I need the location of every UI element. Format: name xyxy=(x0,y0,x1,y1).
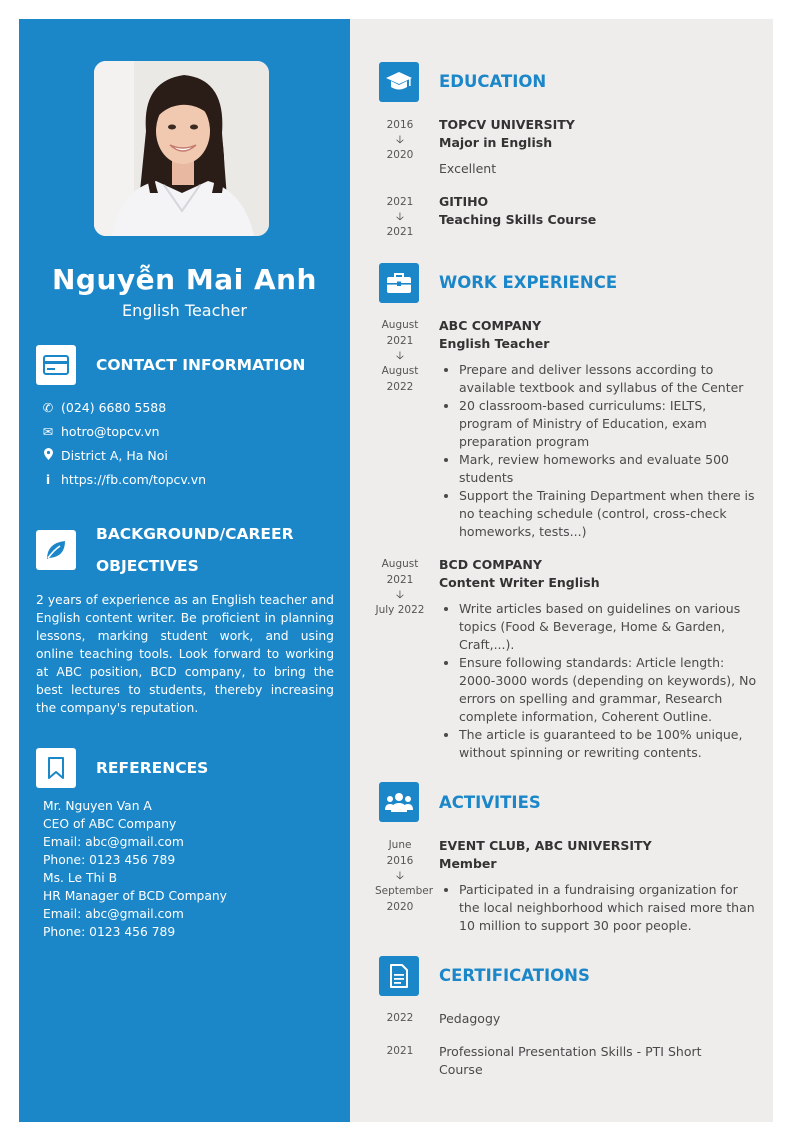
education-dates xyxy=(375,117,425,163)
map-pin-icon xyxy=(41,448,55,463)
references-list xyxy=(43,797,227,941)
envelope-icon: ✉ xyxy=(42,424,54,439)
graduation-cap-icon xyxy=(379,62,419,102)
education-heading: EDUCATION xyxy=(439,72,547,91)
entry-note: Excellent xyxy=(439,161,497,176)
entry-organization: GITIHO xyxy=(439,194,489,209)
arrow-down-icon: 🡣 xyxy=(396,588,404,601)
date-from: August 2021 xyxy=(381,558,419,586)
bullet-item: • Write articles based on guidelines on various topics (Food & Beverage, Home & Garden, Craft,...). xyxy=(459,600,759,654)
date-to: 2021 xyxy=(386,226,414,238)
entry-position: Teaching Skills Course xyxy=(439,212,597,227)
entry-bullets xyxy=(439,361,759,541)
contact-heading: CONTACT INFORMATION xyxy=(96,356,306,374)
bullet-item: • Prepare and deliver lessons according to available textbook and syllabus of the Center xyxy=(459,361,759,397)
phone-text: (024) 6680 5588 xyxy=(61,400,167,415)
candidate-title: English Teacher xyxy=(122,301,247,320)
group-users-icon xyxy=(379,782,419,822)
reference-line: Mr. Nguyen Van A xyxy=(43,799,152,813)
profile-photo xyxy=(94,61,269,236)
reference-line: Email: abc@gmail.com xyxy=(43,835,184,849)
email-text: hotro@topcv.vn xyxy=(61,424,160,439)
work-dates xyxy=(375,317,425,395)
contact-website xyxy=(41,472,206,487)
bullet-item: • 20 classroom-based curriculums: IELTS, program of Ministry of Education, exam preparation program xyxy=(459,397,759,451)
education-entry xyxy=(439,116,759,178)
entry-organization: BCD COMPANY xyxy=(439,557,542,572)
bullet-item: • Ensure following standards: Article length: 2000-3000 words (depending on keywords), No errors on spelling and grammar, Research complete information, Coherent Outline. xyxy=(459,654,759,726)
activities-heading: ACTIVITIES xyxy=(439,793,541,812)
bullet-item: • Mark, review homeworks and evaluate 500 students xyxy=(459,451,759,487)
briefcase-icon xyxy=(379,263,419,303)
reference-line: HR Manager of BCD Company xyxy=(43,889,227,903)
leaf-icon xyxy=(36,530,76,570)
date-from: June 2016 xyxy=(386,839,414,867)
certifications-heading: CERTIFICATIONS xyxy=(439,966,590,985)
date-from: August 2021 xyxy=(381,319,419,347)
arrow-down-icon: 🡣 xyxy=(396,349,404,362)
work-heading: WORK EXPERIENCE xyxy=(439,273,618,292)
bullet-item: • Participated in a fundraising organization for the local neighborhood which raised more than 10 million to support 30 poor people. xyxy=(459,881,759,935)
left-column xyxy=(19,19,350,1122)
document-icon xyxy=(379,956,419,996)
activity-entry xyxy=(439,837,759,935)
bookmark-icon xyxy=(36,748,76,788)
certification-year: 2022 xyxy=(386,1012,414,1024)
education-entry xyxy=(439,193,759,229)
education-dates xyxy=(375,194,425,240)
entry-position: Content Writer English xyxy=(439,575,600,590)
certification-name: Professional Presentation Skills - PTI Short Course xyxy=(439,1044,702,1077)
objective-text: 2 years of experience as an English teacher and English content writer. Be proficient in planning lessons, marking student work, and using online teaching tools. Look forward to working at ABC position, BCD company, to bring the best lectures to students, thereby increasing the company's reputation. xyxy=(36,593,334,715)
objective-heading-line1: BACKGROUND/CAREER xyxy=(96,525,294,543)
contact-address xyxy=(41,448,168,463)
entry-bullets xyxy=(439,881,759,935)
reference-line: Ms. Le Thi B xyxy=(43,871,118,885)
date-from: 2021 xyxy=(386,196,414,208)
info-icon: i xyxy=(45,472,51,487)
id-card-icon xyxy=(36,345,76,385)
entry-organization: ABC COMPANY xyxy=(439,318,542,333)
date-to: July 2022 xyxy=(375,604,425,616)
address-text: District A, Ha Noi xyxy=(61,448,168,463)
objective-heading-line2: OBJECTIVES xyxy=(96,557,199,575)
reference-line: Email: abc@gmail.com xyxy=(43,907,184,921)
phone-icon: ✆ xyxy=(42,400,54,415)
date-to: September 2020 xyxy=(375,885,434,913)
arrow-down-icon: 🡣 xyxy=(396,133,404,146)
arrow-down-icon: 🡣 xyxy=(396,210,404,223)
entry-position: English Teacher xyxy=(439,336,550,351)
date-to: August 2022 xyxy=(381,365,419,393)
right-column xyxy=(350,19,773,1122)
date-from: 2016 xyxy=(386,119,414,131)
reference-line: Phone: 0123 456 789 xyxy=(43,925,176,939)
references-heading: REFERENCES xyxy=(96,759,209,777)
date-to: 2020 xyxy=(386,149,414,161)
certification-year: 2021 xyxy=(386,1045,414,1057)
bullet-item: • The article is guaranteed to be 100% unique, without spinning or rewriting contents. xyxy=(459,726,759,762)
work-entry xyxy=(439,556,759,762)
reference-line: CEO of ABC Company xyxy=(43,817,177,831)
entry-position: Major in English xyxy=(439,135,553,150)
entry-organization: TOPCV UNIVERSITY xyxy=(439,117,575,132)
website-link[interactable]: https://fb.com/topcv.vn xyxy=(61,472,207,487)
entry-organization: EVENT CLUB, ABC UNIVERSITY xyxy=(439,838,652,853)
contact-phone xyxy=(41,400,166,415)
entry-position: Member xyxy=(439,856,497,871)
entry-bullets xyxy=(439,600,759,762)
candidate-name: Nguyễn Mai Anh xyxy=(52,263,317,296)
certification-name: Pedagogy xyxy=(439,1011,501,1026)
contact-email xyxy=(41,424,160,439)
bullet-item: • Support the Training Department when there is no teaching schedule (control, cross-check homeworks, tests...) xyxy=(459,487,759,541)
work-entry xyxy=(439,317,759,541)
arrow-down-icon: 🡣 xyxy=(396,869,404,882)
activity-dates xyxy=(375,837,434,915)
resume-page xyxy=(19,19,773,1122)
work-dates xyxy=(375,556,425,618)
reference-line: Phone: 0123 456 789 xyxy=(43,853,176,867)
